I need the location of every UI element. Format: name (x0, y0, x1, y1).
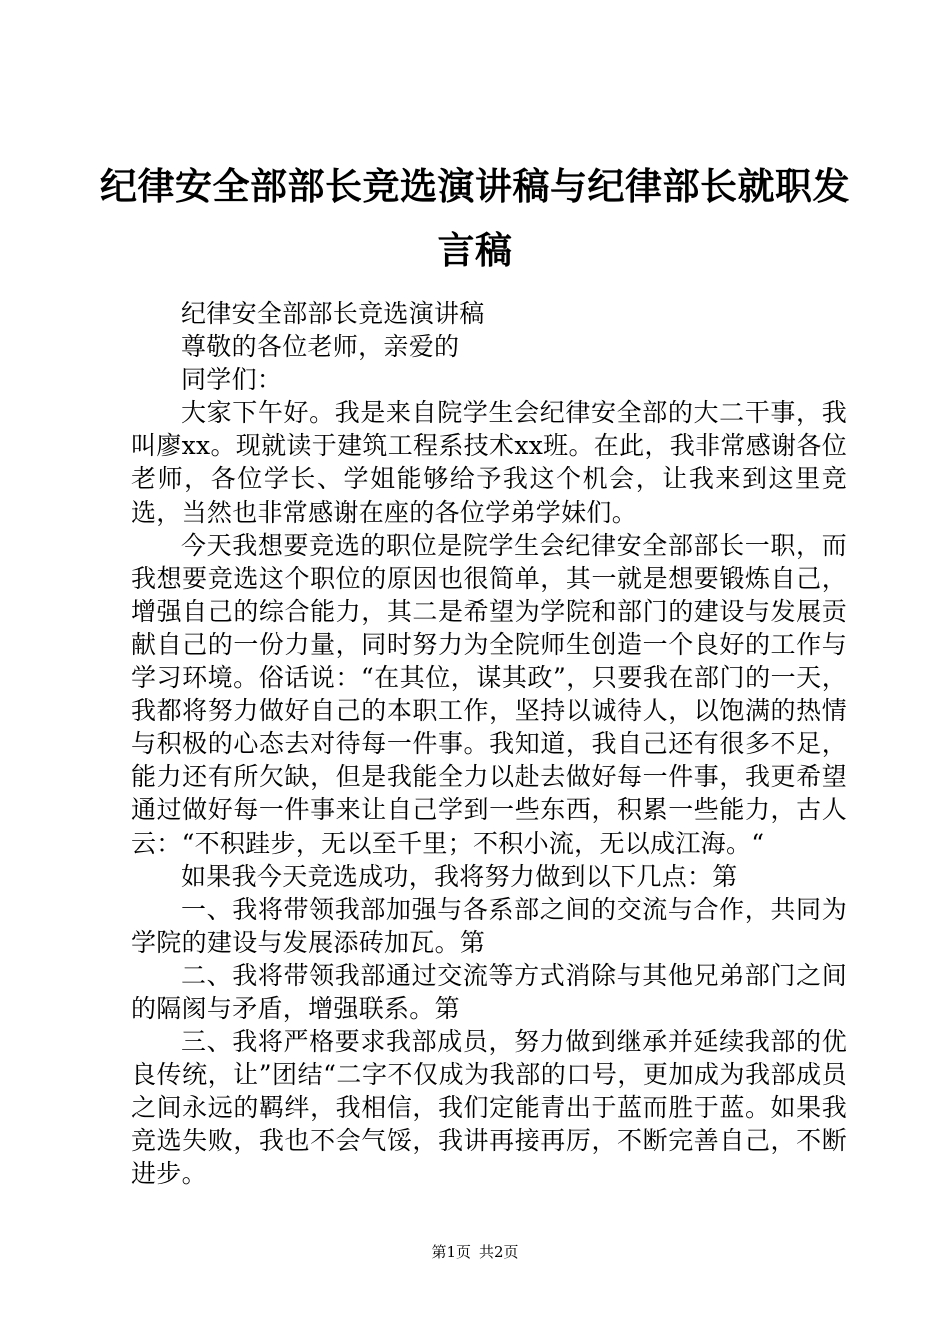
paragraph: 二、我将带领我部通过交流等方式消除与其他兄弟部门之间的隔阂与矛盾，增强联系。第 (131, 960, 847, 1023)
paragraph-salutation-cont: 同学们： (181, 365, 283, 395)
paragraph: 一、我将带领我部加强与各系部之间的交流与合作，共同为学院的建设与发展添砖加瓦。第 (131, 894, 847, 957)
page-footer (0, 1242, 950, 1262)
paragraph: 今天我想要竞选的职位是院学生会纪律安全部部长一职，而我想要竞选这个职位的原因也很简单，其一就是想要锻炼自己，增强自己的综合能力，其二是希望为学院和部门的建设与发展贡献自己的一份力量，同时努力为全院师生创造一个良好的工作与学习环境。俗话说：“在其位，谋其政”，只要我在部门的一天，我都将努力做好自己的本职工作，坚持以诚待人，以饱满的热情与积极的心态去对待每一件事。我知道，我自己还有很多不足，能力还有所欠缺，但是我能全力以赴去做好每一件事，我更希望通过做好每一件事来让自己学到一些东西，积累一些能力，古人云：“不积跬步，无以至千里；不积小流，无以成江海。“ (131, 530, 847, 858)
paragraph: 三、我将严格要求我部成员，努力做到继承并延续我部的优良传统，让”团结“二字不仅成为我部的口号，更加成为我部成员之间永远的羁绊，我相信，我们定能青出于蓝而胜于蓝。如果我竞选失败，我也不会气馁，我讲再接再厉，不断完善自己，不断进步。 (131, 1027, 847, 1189)
paragraph: 大家下午好。我是来自院学生会纪律安全部的大二干事，我叫廖xx。现就读于建筑工程系技术xx班。在此，我非常感谢各位老师，各位学长、学姐能够给予我这个机会，让我来到这里竞选，当然也非常感谢在座的各位学弟学妹们。 (131, 398, 847, 527)
paragraph-heading: 纪律安全部部长竞选演讲稿 (181, 299, 485, 328)
paragraph: 如果我今天竞选成功，我将努力做到以下几点：第 (181, 861, 738, 891)
paragraph-salutation: 尊敬的各位老师，亲爱的 (181, 332, 460, 362)
document-title: 纪律安全部部长竞选演讲稿与纪律部长就职发言稿 (100, 165, 850, 272)
page-number: 第1页 (431, 1243, 471, 1261)
page-total: 共2页 (479, 1243, 519, 1261)
document-body (131, 297, 847, 1191)
